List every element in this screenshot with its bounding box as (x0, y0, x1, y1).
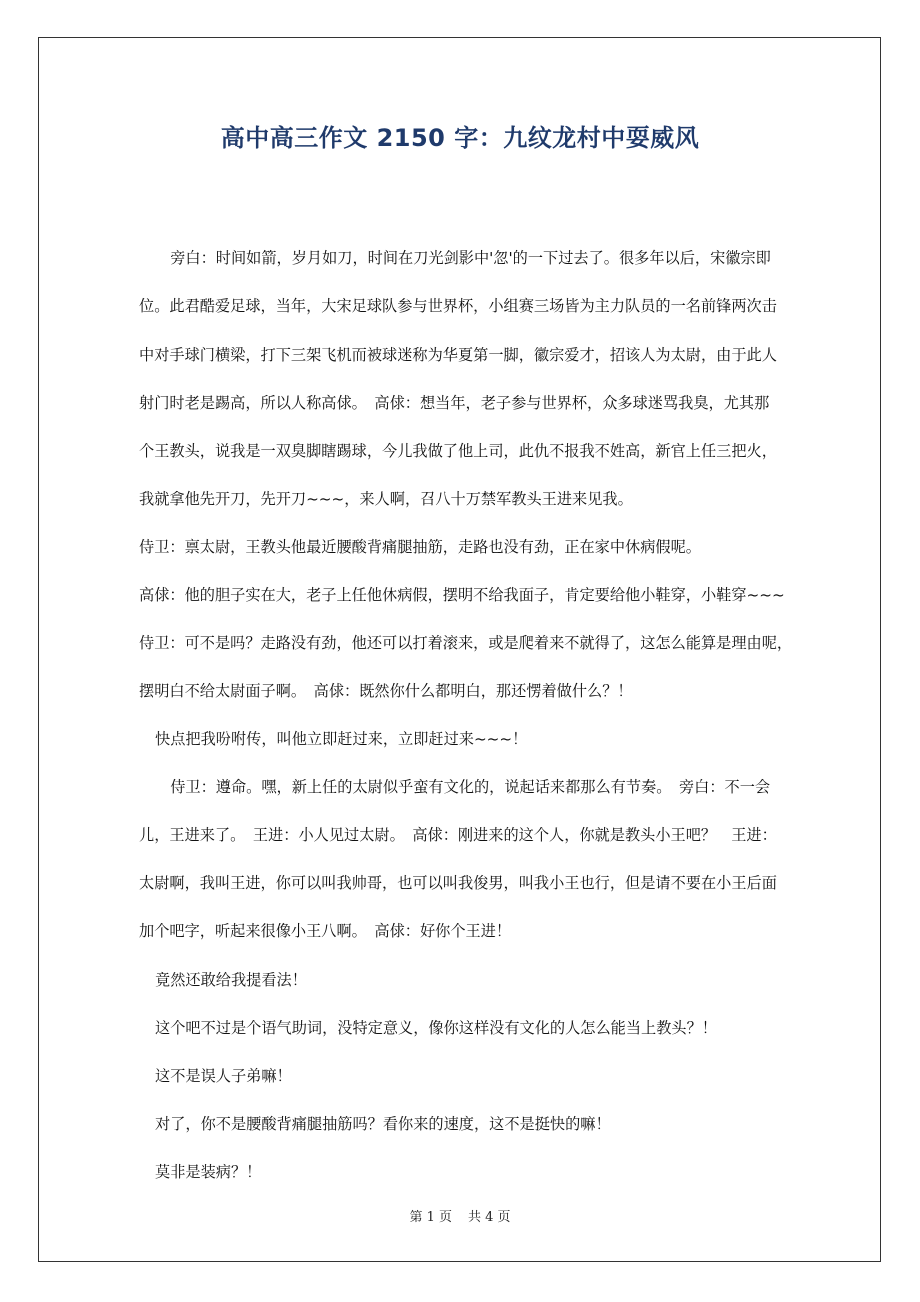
body-line: 这个吧不过是个语气助词，没特定意义，像你这样没有文化的人怎么能当上教头？！ (155, 1019, 717, 1037)
body-line: 莫非是装病？！ (155, 1163, 262, 1181)
body-line: 侍卫：禀太尉，王教头他最近腰酸背痛腿抽筋，走路也没有劲，正在家中休病假呢。 (139, 538, 701, 556)
body-line: 射门时老是踢高，所以人称高俅。 高俅：想当年，老子参与世界杯，众多球迷骂我臭，尤其那 (139, 394, 770, 412)
body-line: 旁白：时间如箭，岁月如刀，时间在刀光剑影中'忽'的一下过去了。很多年以后，宋徽宗即 (155, 249, 771, 267)
body-line: 高俅：他的胆子实在大，老子上任他休病假，摆明不给我面子，肯定要给他小鞋穿，小鞋穿~~~ (139, 586, 785, 604)
body-line: 太尉啊，我叫王进，你可以叫我帅哥，也可以叫我俊男，叫我小王也行，但是请不要在小王后面 (139, 874, 777, 892)
body-line: 对了，你不是腰酸背痛腿抽筋吗？看你来的速度，这不是挺快的嘛！ (155, 1115, 611, 1133)
body-line: 儿，王进来了。 王进：小人见过太尉。 高俅：刚进来的这个人，你就是教头小王吧？ 王进： (139, 826, 777, 844)
page-number: 第 1 页 (409, 1210, 452, 1225)
page-footer (0, 1206, 920, 1225)
body-line: 摆明白不给太尉面子啊。 高俅：既然你什么都明白，那还愣着做什么？！ (139, 682, 633, 700)
body-line: 个王教头，说我是一双臭脚瞎踢球，今儿我做了他上司，此仇不报我不姓高，新官上任三把火， (139, 442, 777, 460)
body-line: 这不是误人子弟嘛！ (155, 1067, 292, 1085)
body-line: 快点把我吩咐传，叫他立即赶过来，立即赶过来~~~！ (155, 730, 528, 748)
body-line: 侍卫：可不是吗？走路没有劲，他还可以打着滚来，或是爬着来不就得了，这怎么能算是理由呢， (139, 634, 793, 652)
document-title: 高中高三作文 2150 字：九纹龙村中耍威风 (220, 124, 700, 152)
body-line: 位。此君酷爱足球，当年，大宋足球队参与世界杯，小组赛三场皆为主力队员的一名前锋两次击 (139, 297, 777, 315)
body-line: 加个吧字，听起来很像小王八啊。 高俅：好你个王进！ (139, 922, 512, 940)
body-line: 侍卫：遵命。嘿，新上任的太尉似乎蛮有文化的，说起话来都那么有节奏。 旁白：不一会 (155, 778, 771, 796)
body-line: 我就拿他先开刀，先开刀~~~，来人啊，召八十万禁军教头王进来见我。 (139, 490, 633, 508)
body-line: 中对手球门横梁，打下三架飞机而被球迷称为华夏第一脚，徽宗爱才，招该人为太尉，由于此人 (139, 346, 777, 364)
body-line: 竟然还敢给我提看法！ (155, 971, 307, 989)
page-total: 共 4 页 (468, 1210, 511, 1225)
